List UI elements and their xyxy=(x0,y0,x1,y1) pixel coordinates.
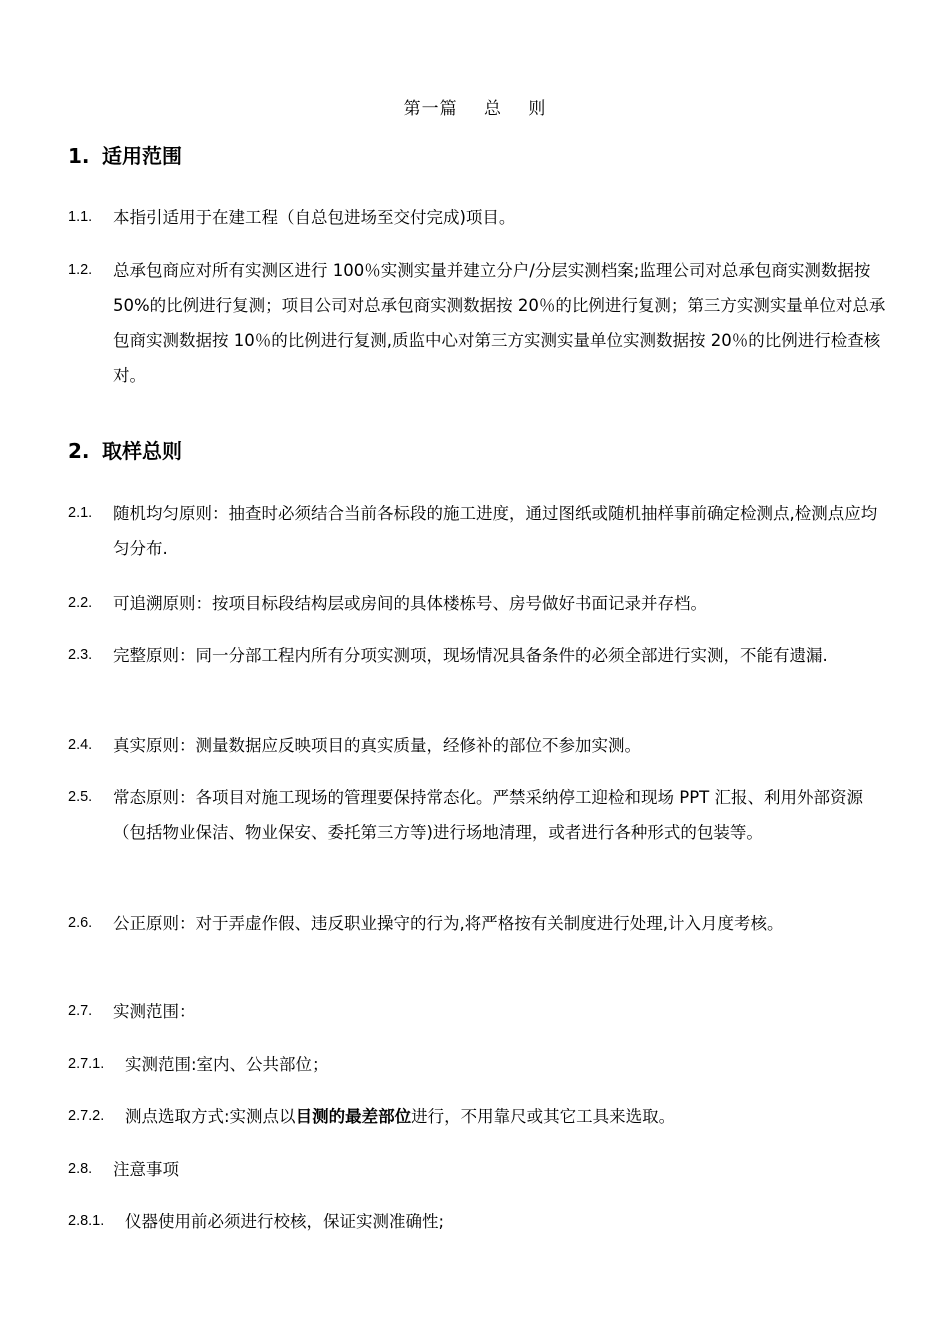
clause xyxy=(68,906,888,941)
clause-text: 随机均匀原则：抽查时必须结合当前各标段的施工进度，通过图纸或随机抽样事前确定检测点,检测点应均匀分布. xyxy=(113,504,878,558)
title-part: 第一篇 xyxy=(403,99,458,119)
clause xyxy=(68,496,888,566)
clause-text: 实测范围： xyxy=(113,1002,196,1021)
clause-text: 常态原则：各项目对施工现场的管理要保持常态化。严禁采纳停工迎检和现场 PPT 汇报、利用外部资源（包括物业保洁、物业保安、委托第三方等)进行场地清理，或者进行各种形式的包装等。 xyxy=(113,788,863,842)
section-title: 取样总则 xyxy=(102,439,182,463)
clause xyxy=(68,253,888,393)
clause-number: 2.7.2. xyxy=(68,1108,105,1124)
clause xyxy=(68,994,888,1029)
clause-number: 2.2. xyxy=(68,595,93,611)
clause-text-emphasis: 目测的最差部位 xyxy=(295,1107,412,1126)
clause-number: 2.4. xyxy=(68,737,93,753)
clause-text: 总承包商应对所有实测区进行 100％实测实量并建立分户/分层实测档案;监理公司对总承包商实测数据按 50%的比例进行复测；项目公司对总承包商实测数据按 20％的比例进行复测；第三方实测实量单位对总承包商实测数据按 10％的比例进行复测,质监中心对第三方实测实量单位实测数据按 20％的比例进行检查核对。 xyxy=(113,261,886,385)
clause-number: 2.7.1. xyxy=(68,1056,105,1072)
clause-number: 2.1. xyxy=(68,505,93,521)
clause xyxy=(68,1152,888,1187)
clause-text: 实测范围:室内、公共部位； xyxy=(125,1055,329,1074)
section-number: 2. xyxy=(68,439,90,463)
page-title xyxy=(0,94,950,119)
title-part: 总 xyxy=(484,99,502,119)
title-part: 则 xyxy=(528,99,547,119)
clause-text: 真实原则：测量数据应反映项目的真实质量，经修补的部位不参加实测。 xyxy=(113,736,641,755)
clause-number: 1.2. xyxy=(68,262,93,278)
clause-text: 完整原则：同一分部工程内所有分项实测项，现场情况具备条件的必须全部进行实测，不能有遗漏. xyxy=(113,646,828,665)
clause-text: 注意事项 xyxy=(113,1160,179,1179)
clause-number: 2.3. xyxy=(68,647,93,663)
clause-number: 1.1. xyxy=(68,209,93,225)
section-title: 适用范围 xyxy=(102,144,182,168)
clause-text: 本指引适用于在建工程（自总包进场至交付完成)项目。 xyxy=(113,208,516,227)
clause xyxy=(68,1204,888,1239)
clause-text: 公正原则：对于弄虚作假、违反职业操守的行为,将严格按有关制度进行处理,计入月度考核。 xyxy=(113,914,784,933)
clause xyxy=(68,728,888,763)
section-number: 1. xyxy=(68,144,90,168)
clause-text: 仪器使用前必须进行校核，保证实测准确性; xyxy=(125,1212,445,1231)
clause-text xyxy=(125,1099,888,1134)
clause-number: 2.8.1. xyxy=(68,1213,105,1229)
clause xyxy=(68,200,888,235)
section-heading xyxy=(68,435,182,464)
clause-text: 可追溯原则：按项目标段结构层或房间的具体楼栋号、房号做好书面记录并存档。 xyxy=(113,594,707,613)
clause-number: 2.6. xyxy=(68,915,93,931)
clause-text-part: 测点选取方式:实测点以 xyxy=(125,1107,296,1126)
clause xyxy=(68,1099,888,1134)
section-heading xyxy=(68,140,182,169)
clause-number: 2.8. xyxy=(68,1161,93,1177)
clause xyxy=(68,638,888,673)
clause xyxy=(68,586,888,621)
clause-number: 2.5. xyxy=(68,789,93,805)
clause-text-part: 进行，不用靠尺或其它工具来选取。 xyxy=(411,1107,676,1126)
clause xyxy=(68,1047,888,1082)
clause-number: 2.7. xyxy=(68,1003,93,1019)
clause xyxy=(68,780,888,850)
